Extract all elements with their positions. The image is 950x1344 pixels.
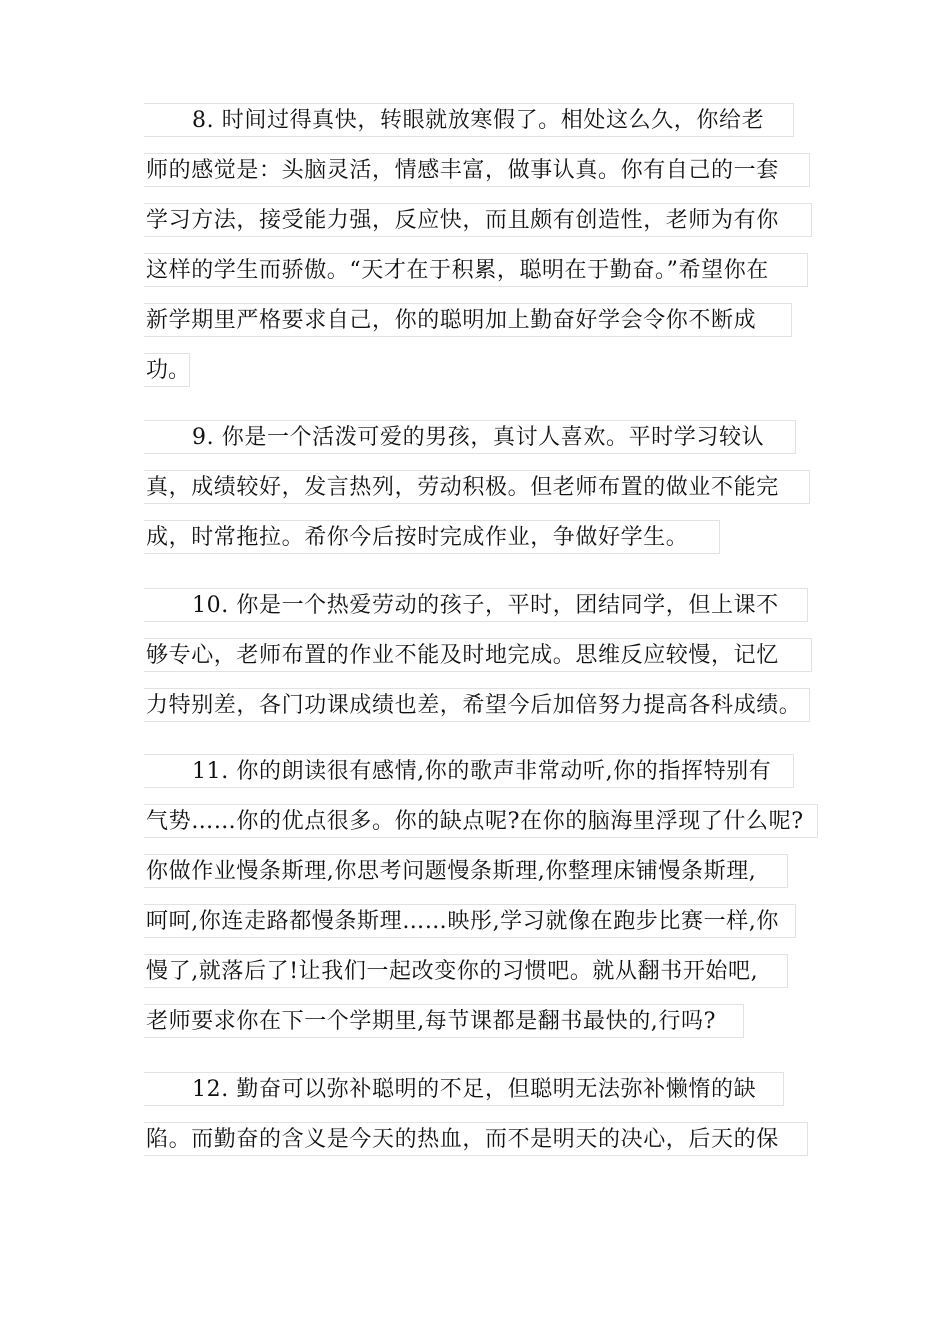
text-line: 成，时常拖拉。希你今后按时完成作业，争做好学生。 — [144, 520, 720, 554]
text-line: 10. 你是一个热爱劳动的孩子，平时，团结同学，但上课不 — [144, 588, 808, 622]
text-line: 师的感觉是：头脑灵活，情感丰富，做事认真。你有自己的一套 — [144, 153, 810, 187]
comment-paragraph-10 — [144, 588, 812, 738]
text-line: 学习方法，接受能力强，反应快，而且颇有创造性，老师为有你 — [144, 203, 812, 237]
text-line: 呵呵,你连走路都慢条斯理……映彤,学习就像在跑步比赛一样,你 — [144, 904, 796, 938]
text-line: 慢了,就落后了!让我们一起改变你的习惯吧。就从翻书开始吧, — [144, 954, 788, 988]
comment-paragraph-12 — [144, 1072, 808, 1172]
text-line: 9. 你是一个活泼可爱的男孩，真讨人喜欢。平时学习较认 — [144, 420, 796, 454]
comment-paragraph-11 — [144, 754, 818, 1054]
text-line: 功。 — [144, 353, 190, 387]
text-line: 真，成绩较好，发言热列，劳动积极。但老师布置的做业不能完 — [144, 470, 810, 504]
text-line: 够专心，老师布置的作业不能及时地完成。思维反应较慢，记忆 — [144, 638, 812, 672]
text-line: 陷。而勤奋的含义是今天的热血，而不是明天的决心，后天的保 — [144, 1122, 808, 1156]
text-line: 8. 时间过得真快，转眼就放寒假了。相处这么久，你给老 — [144, 103, 794, 137]
text-line: 11. 你的朗读很有感情,你的歌声非常动听,你的指挥特别有 — [144, 754, 794, 788]
text-line: 新学期里严格要求自己，你的聪明加上勤奋好学会令你不断成 — [144, 303, 792, 337]
comment-paragraph-8 — [144, 103, 812, 403]
text-line: 12. 勤奋可以弥补聪明的不足，但聪明无法弥补懒惰的缺 — [144, 1072, 784, 1106]
comment-paragraph-9 — [144, 420, 810, 570]
text-line: 气势……你的优点很多。你的缺点呢?在你的脑海里浮现了什么呢? — [144, 804, 818, 838]
text-line: 这样的学生而骄傲。“天才在于积累，聪明在于勤奋。”希望你在 — [144, 253, 808, 287]
text-line: 老师要求你在下一个学期里,每节课都是翻书最快的,行吗? — [144, 1004, 744, 1038]
text-line: 力特别差，各门功课成绩也差，希望今后加倍努力提高各科成绩。 — [144, 688, 810, 722]
text-line: 你做作业慢条斯理,你思考问题慢条斯理,你整理床铺慢条斯理, — [144, 854, 788, 888]
